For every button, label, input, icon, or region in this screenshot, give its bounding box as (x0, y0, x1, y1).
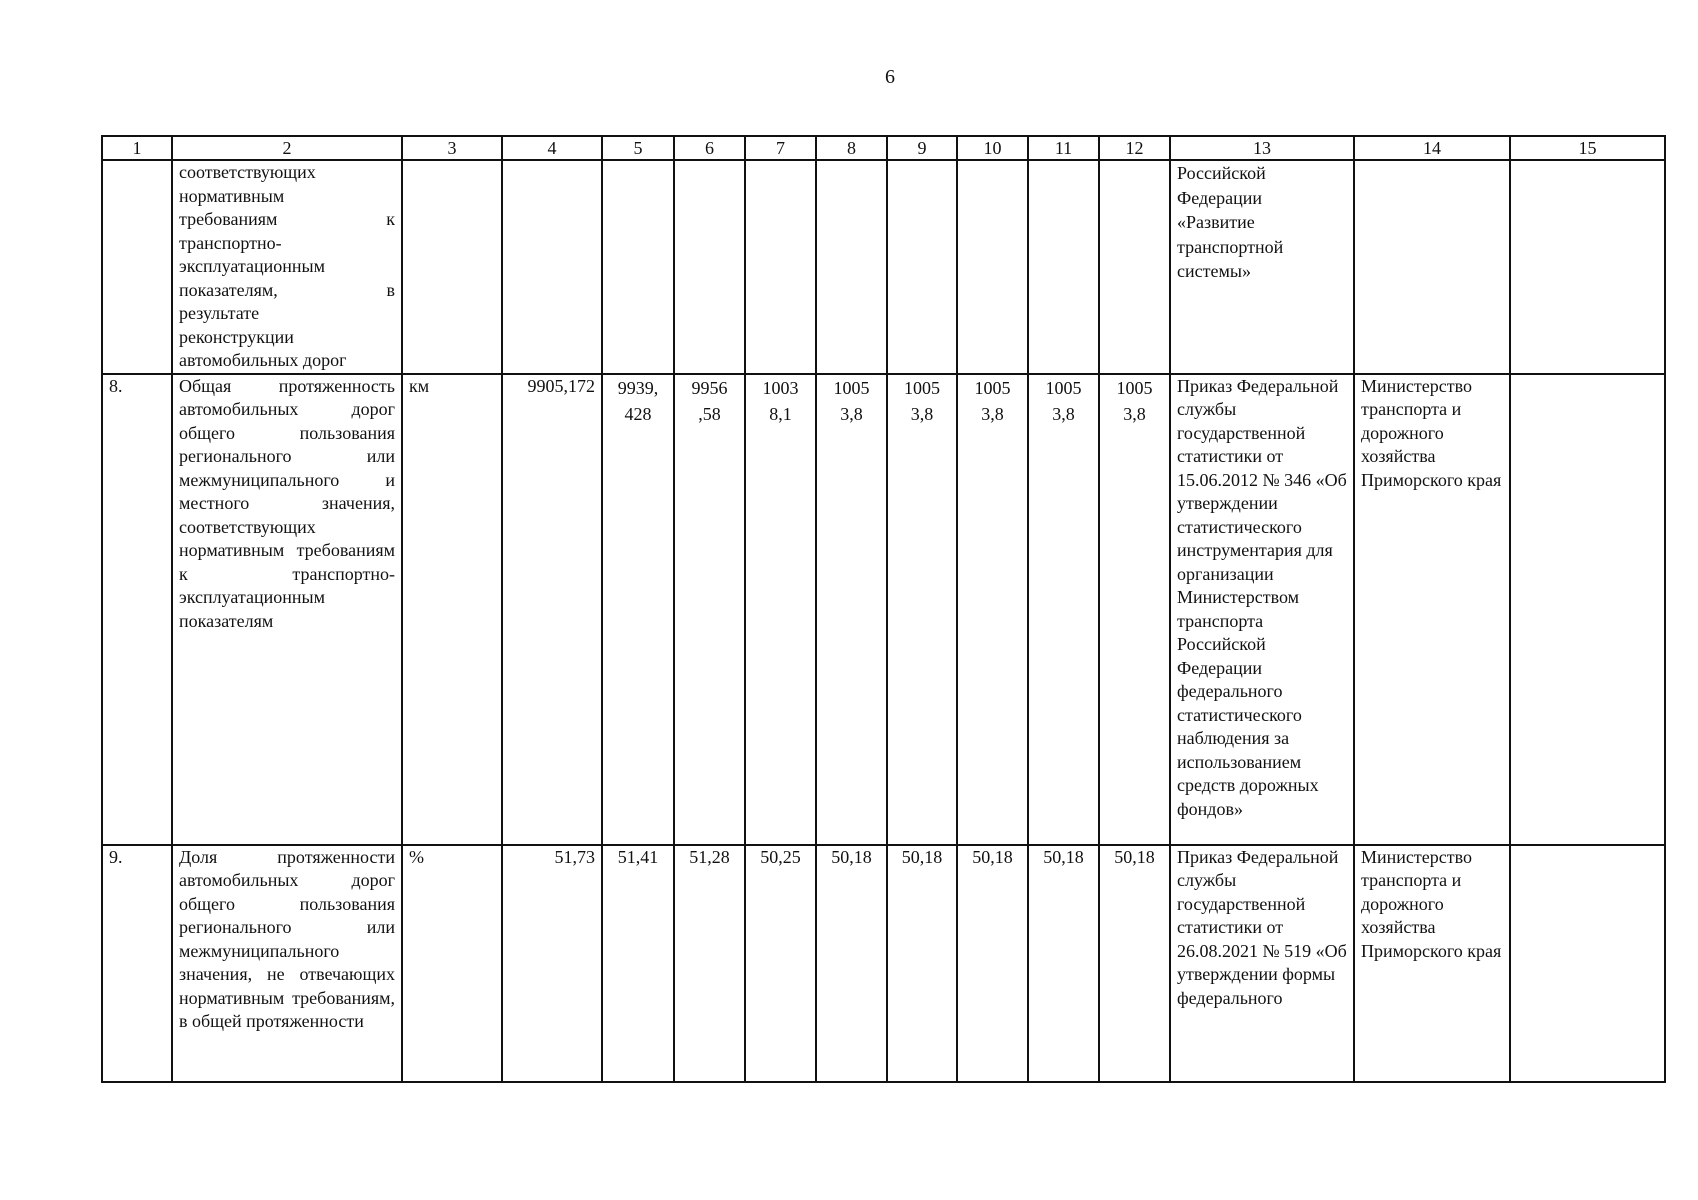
header-cell: 6 (674, 136, 745, 160)
header-cell: 11 (1028, 136, 1099, 160)
value-line: 428 (624, 403, 652, 424)
value-cell: 50,18 (1099, 845, 1170, 1082)
text-line: транспортной (1177, 236, 1284, 257)
value-cell: 51,73 (502, 845, 602, 1082)
header-cell: 7 (745, 136, 816, 160)
value-line: 1003 (762, 377, 799, 398)
header-cell: 9 (887, 136, 957, 160)
text-line: системы» (1177, 261, 1251, 281)
value-line: 9956 (691, 377, 728, 398)
text-line: требованиям (179, 209, 278, 229)
value-cell (1099, 374, 1170, 845)
value-cell (602, 160, 674, 374)
text-line: Федерации (1177, 187, 1263, 208)
value-line: 3,8 (981, 403, 1004, 424)
value-cell (816, 374, 887, 845)
notes-cell (1510, 160, 1665, 374)
value-cell (887, 374, 957, 845)
responsible-cell: Министерство транспорта и дорожного хозяйства Приморского края (1354, 374, 1510, 845)
value-line: 3,8 (1123, 403, 1146, 424)
value-line: 3,8 (840, 403, 863, 424)
source-cell: Приказ Федеральной службы государственной статистики от 15.06.2012 № 346 «Об утверждении статистического инструментария для организации Министерством транспорта Российской Федерации федерального статистического наблюдения за использованием средств дорожных фондов» (1170, 374, 1354, 845)
header-cell: 10 (957, 136, 1028, 160)
row-number-cell: 9. (102, 845, 172, 1082)
text-line: к (386, 209, 395, 229)
header-cell: 4 (502, 136, 602, 160)
text-line: нормативным (179, 185, 285, 206)
text-line: эксплуатационным (179, 256, 326, 276)
text-line: Российской (1177, 163, 1266, 183)
value-cell (674, 160, 745, 374)
header-cell: 5 (602, 136, 674, 160)
value-line: 3,8 (1052, 403, 1075, 424)
text-line: соответствующих (179, 162, 316, 182)
value-cell (1099, 160, 1170, 374)
value-cell: 9905,172 (502, 374, 602, 845)
header-cell: 3 (402, 136, 502, 160)
row-number-cell (102, 160, 172, 374)
value-cell (674, 374, 745, 845)
table-row-continued (102, 160, 1665, 374)
value-cell (1028, 374, 1099, 845)
header-cell: 15 (1510, 136, 1665, 160)
header-row (102, 136, 1665, 160)
value-cell: 50,18 (887, 845, 957, 1082)
value-cell: 50,18 (1028, 845, 1099, 1082)
value-cell: 50,18 (816, 845, 887, 1082)
text-line: реконструкции (179, 326, 294, 347)
value-cell (745, 374, 816, 845)
responsible-cell (1354, 160, 1510, 374)
header-cell: 14 (1354, 136, 1510, 160)
text-line: результате (179, 303, 260, 323)
source-cell: Приказ Федеральной службы государственной статистики от 26.08.2021 № 519 «Об утверждении формы федерального (1170, 845, 1354, 1082)
text-line: транспортно- (179, 232, 282, 253)
value-line: 1005 (1045, 377, 1082, 398)
header-cell: 8 (816, 136, 887, 160)
indicator-name-cell: Общая протяженность автомобильных дорог общего пользования регионального или межмуниципального и местного значения, соответствующих нормативным требованиям к транспортно-эксплуатационным показателям (172, 374, 402, 845)
text-line: автомобильных дорог (179, 350, 347, 370)
text-line: показателям, (179, 279, 278, 300)
table-row-9 (102, 845, 1665, 1082)
responsible-cell: Министерство транспорта и дорожного хозяйства Приморского края (1354, 845, 1510, 1082)
unit-cell (402, 160, 502, 374)
value-line: 3,8 (910, 403, 934, 424)
unit-cell: % (402, 845, 502, 1082)
page-number: 6 (885, 66, 895, 88)
value-cell: 50,18 (957, 845, 1028, 1082)
value-line: 1005 (833, 377, 870, 398)
header-cell: 2 (172, 136, 402, 160)
notes-cell (1510, 374, 1665, 845)
value-cell (887, 160, 957, 374)
value-line: 1005 (904, 377, 940, 398)
header-cell: 1 (102, 136, 172, 160)
value-cell (957, 160, 1028, 374)
value-cell (502, 160, 602, 374)
text-line: в (386, 279, 395, 300)
value-cell (957, 374, 1028, 845)
value-cell (602, 374, 674, 845)
indicator-name-cell (172, 160, 402, 374)
unit-cell: км (402, 374, 502, 845)
text-line: «Развитие (1177, 212, 1255, 232)
header-cell: 12 (1099, 136, 1170, 160)
header-cell: 13 (1170, 136, 1354, 160)
value-line: 1005 (974, 377, 1011, 398)
value-cell: 50,25 (745, 845, 816, 1082)
indicator-name-cell: Доля протяженности автомобильных дорог общего пользования регионального или межмуниципального значения, не отвечающих нормативным требованиям, в общей протяженности (172, 845, 402, 1082)
value-line: 1005 (1116, 377, 1153, 398)
source-cell (1170, 160, 1354, 374)
row-number-cell: 8. (102, 374, 172, 845)
table-row-8 (102, 374, 1665, 845)
value-cell: 51,28 (674, 845, 745, 1082)
value-line: 9939, (617, 377, 659, 398)
value-cell (816, 160, 887, 374)
indicators-table (101, 135, 1666, 1083)
value-cell: 51,41 (602, 845, 674, 1082)
value-line: ,58 (698, 403, 721, 424)
value-cell (745, 160, 816, 374)
value-line: 8,1 (769, 403, 792, 424)
value-cell (1028, 160, 1099, 374)
notes-cell (1510, 845, 1665, 1082)
